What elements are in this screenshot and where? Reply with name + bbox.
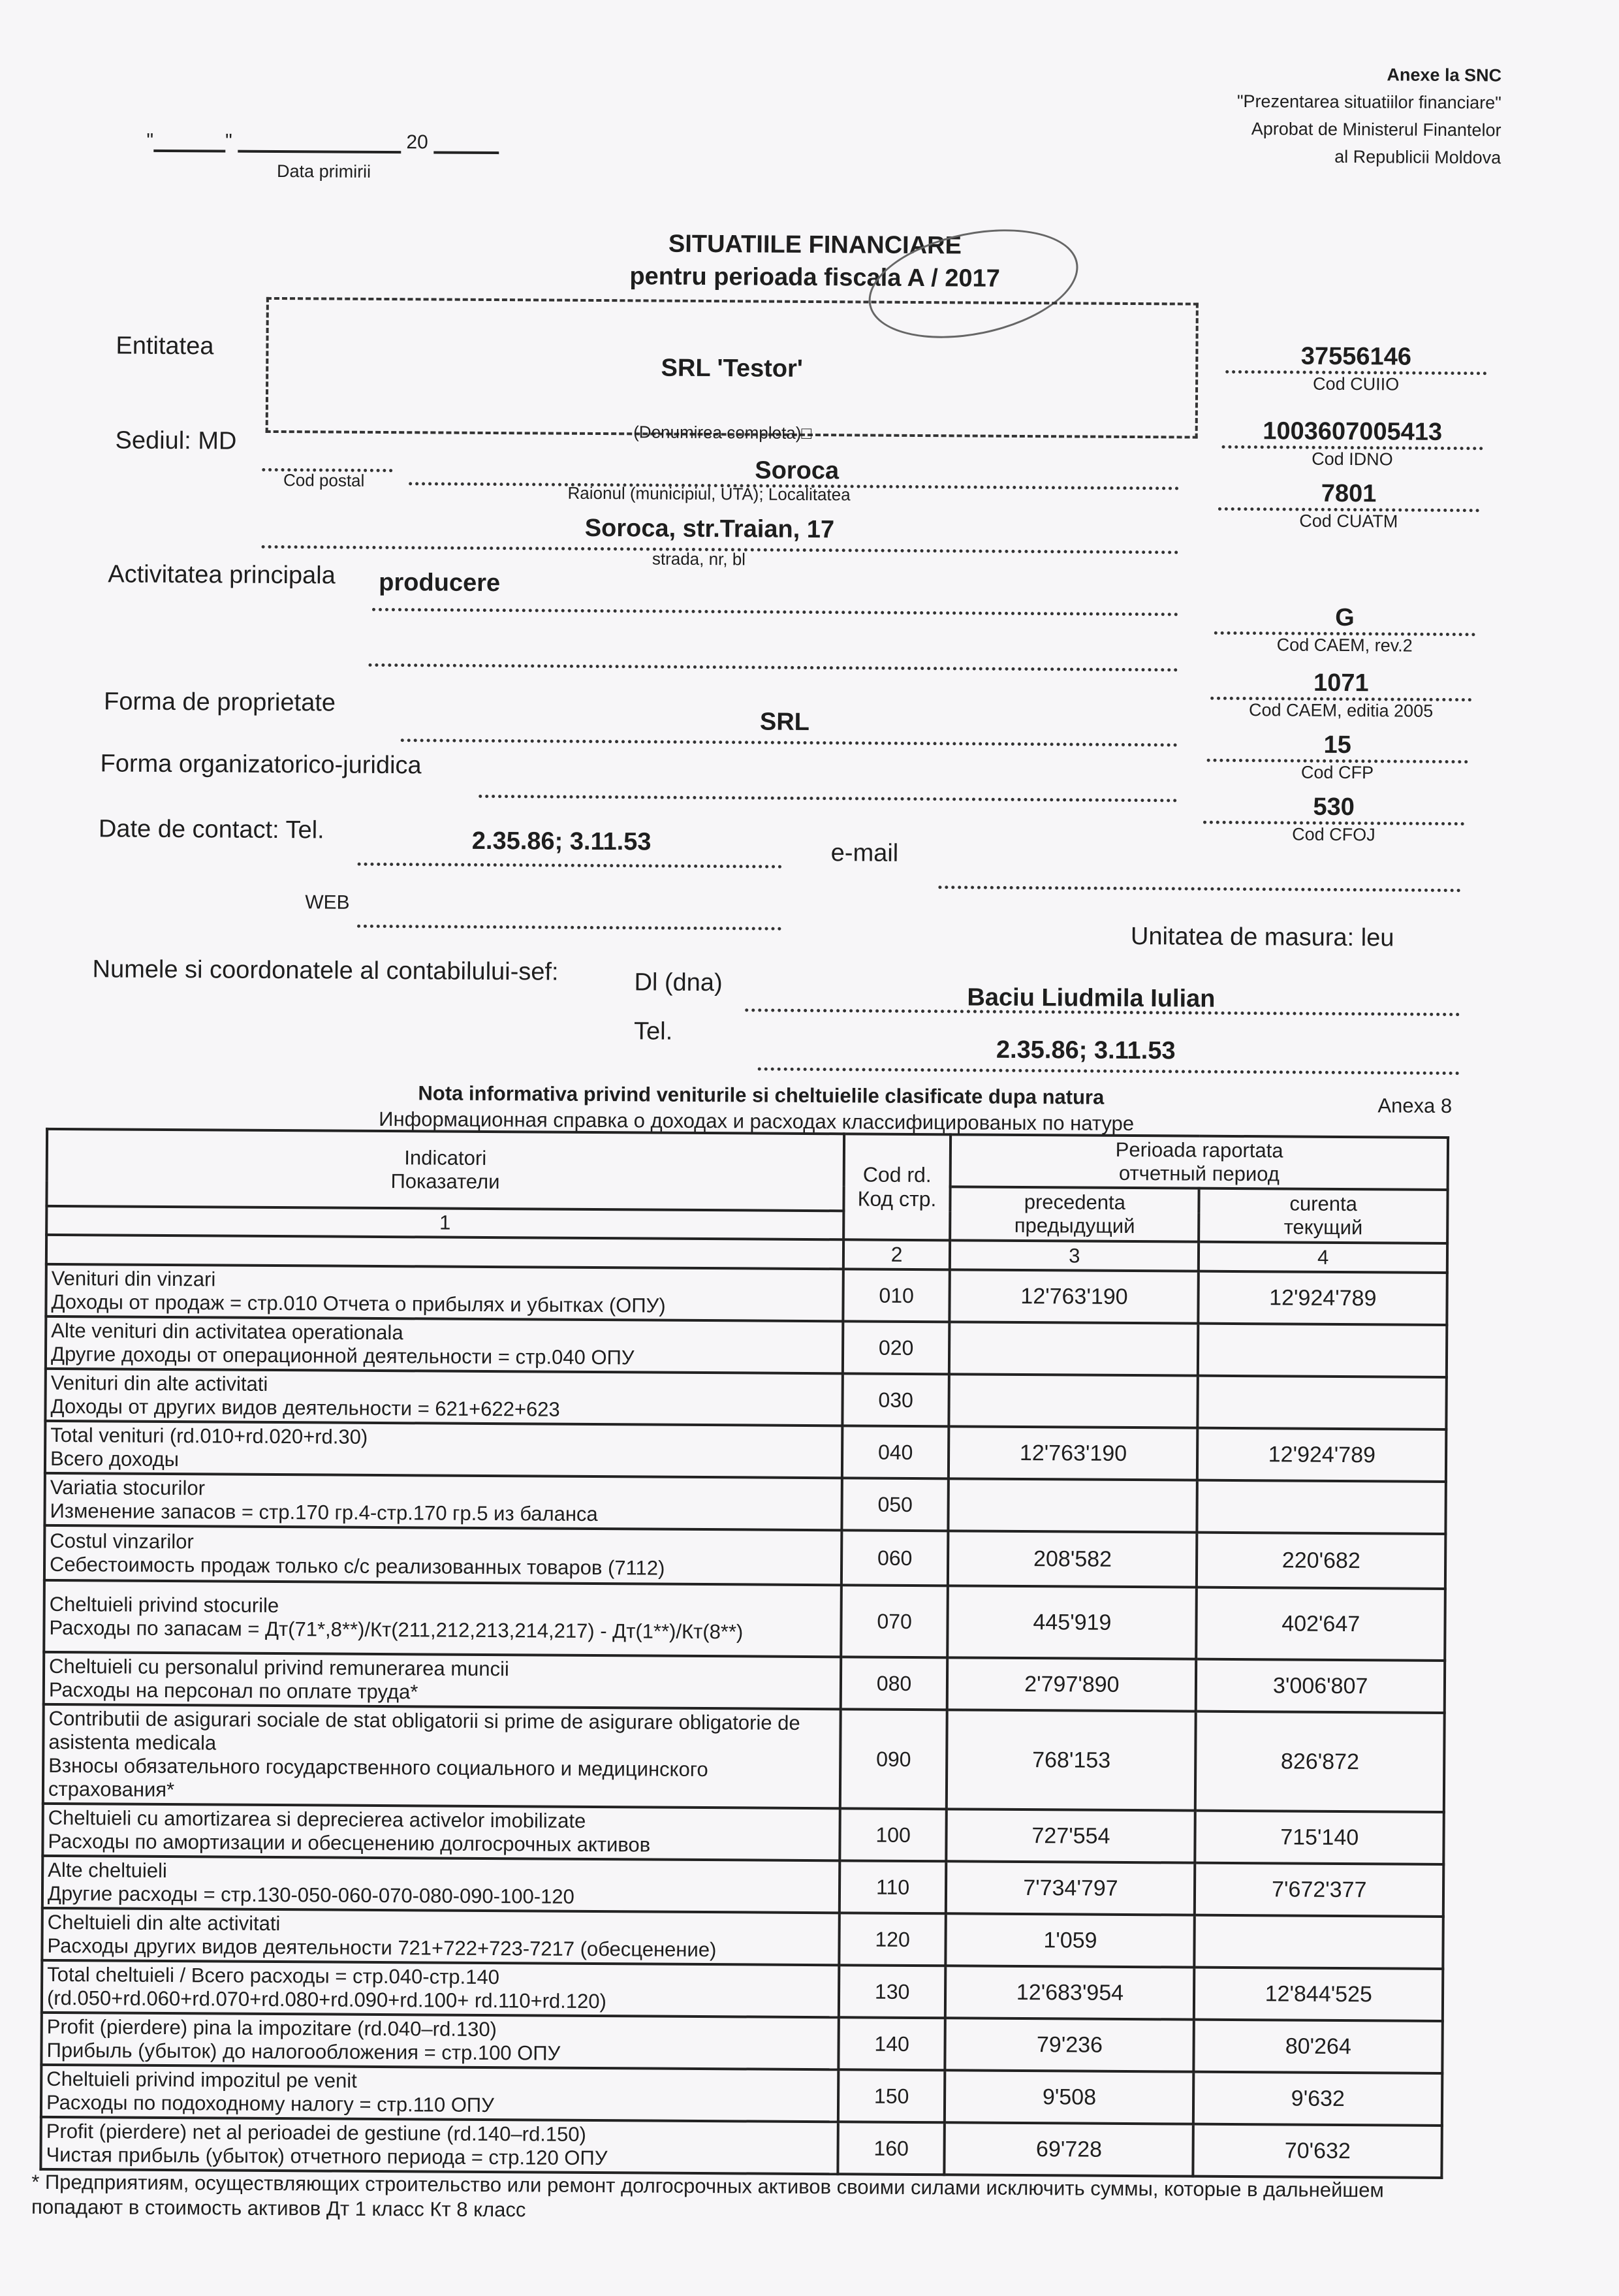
ownership-value: SRL [759, 708, 810, 736]
indicator-ru: (rd.050+rd.060+rd.070+rd.080+rd.090+rd.100+ rd.110+rd.120) [46, 1986, 606, 2013]
note-title-ru: Информационная справка о доходах и расходах классифицированых по натуре [379, 1107, 1135, 1136]
indicator-ro: Cheltuieli cu amortizarea si deprecierea activelor imobilizate [48, 1806, 586, 1832]
header-period [951, 1134, 1448, 1190]
indicator-cell [44, 1652, 841, 1709]
header-previous-ro: precedenta [1024, 1190, 1126, 1214]
street-value: Soroca, str.Traian, 17 [584, 514, 835, 544]
row-code: 080 [841, 1657, 948, 1710]
code-value: 7801 [1321, 479, 1377, 508]
code-caption: Cod CUATM [1299, 511, 1398, 532]
measurement-unit: Unitatea de masura: leu [1130, 922, 1394, 952]
code-value: 530 [1313, 793, 1355, 821]
indicator-ru: Доходы от других видов деятельности = 621+622+623 [50, 1394, 560, 1421]
accountant-phone: 2.35.86; 3.11.53 [996, 1036, 1176, 1065]
indicator-cell [42, 1856, 840, 1913]
previous-value[interactable]: 768'153 [947, 1710, 1196, 1810]
header-current-ro: curenta [1289, 1192, 1357, 1216]
indicator-cell [44, 1580, 841, 1657]
district-value: Soroca [755, 456, 840, 485]
row-code: 130 [839, 1965, 946, 2018]
year-prefix: 20 [406, 131, 428, 153]
row-code: 070 [841, 1585, 948, 1657]
table-row [46, 1264, 1447, 1325]
code-cfp [1206, 731, 1468, 784]
quote-close: " [225, 130, 232, 152]
indicator-cell [45, 1369, 842, 1426]
ownership-field[interactable] [401, 739, 1178, 746]
indicator-cell [45, 1421, 842, 1478]
header-indicators-ro: Indicatori [404, 1146, 487, 1170]
indicator-ro: Variatia stocurilor [50, 1475, 206, 1500]
accountant-title-label: Dl (dna) [634, 968, 723, 997]
indicator-cell [46, 1264, 843, 1321]
indicator-ro: Costul vinzarilor [50, 1529, 194, 1554]
header-period-ro: Perioada raportata [1115, 1138, 1283, 1162]
indicator-ru: Доходы от продаж = стр.010 Отчета о прибылях и убытках (ОПУ) [51, 1290, 666, 1317]
table-body [40, 1264, 1447, 2178]
activity-field[interactable] [372, 608, 1178, 616]
row-code: 030 [842, 1373, 949, 1426]
current-value[interactable]: 220'682 [1197, 1533, 1445, 1589]
indicator-cell [42, 1804, 840, 1860]
activity-value: producere [379, 568, 501, 598]
entity-label: Entitatea [116, 332, 214, 360]
day-field[interactable] [153, 130, 225, 153]
current-value[interactable] [1197, 1480, 1446, 1534]
code-value: G [1335, 603, 1355, 632]
header-col-1: 1 [46, 1206, 843, 1239]
indicator-ro: Cheltuieli cu personalul privind remunerarea muncii [49, 1654, 509, 1681]
receipt-caption: Data primirii [277, 161, 371, 182]
indicator-ro: Profit (pierdere) net al perioadei de gestiune (rd.140–rd.150) [46, 2119, 587, 2146]
header-current-ru: текущий [1283, 1215, 1363, 1239]
street-caption: strada, nr, bl [652, 549, 746, 569]
receipt-date [146, 130, 499, 154]
header-code-ro: Cod rd. [862, 1162, 932, 1187]
indicator-ru: Другие расходы = стр.130-050-060-070-080-090-100-120 [47, 1881, 574, 1908]
code-caption: Cod CFP [1300, 762, 1374, 783]
seat-label: Sediul: MD [115, 426, 237, 455]
annex-line-3: Aprobat de Ministerul Finantelor [1251, 119, 1501, 140]
current-value[interactable] [1195, 1915, 1443, 1969]
code-caption: Cod CAEM, editia 2005 [1248, 700, 1434, 721]
indicator-ru: Расходы по запасам = Дт(71*,8**)/Кт(211,212,213,214,217) - Дт(1**)/Кт(8**) [49, 1616, 744, 1644]
current-value[interactable]: 3'006'807 [1196, 1659, 1445, 1713]
year-field[interactable] [433, 131, 499, 154]
indicator-ro: Cheltuieli privind impozitul pe venit [46, 2067, 357, 2092]
indicator-cell [41, 2065, 838, 2122]
header-col-2: 2 [843, 1239, 951, 1269]
legal-form-label: Forma organizatorico-juridica [100, 750, 422, 780]
indicator-ro: Cheltuieli din alte activitati [47, 1910, 281, 1936]
contact-label: Date de contact: Tel. [98, 815, 324, 844]
table-row [42, 1908, 1443, 1969]
table-row [41, 2065, 1442, 2126]
header-code [843, 1134, 951, 1240]
table-row [45, 1421, 1446, 1482]
header-previous [950, 1187, 1199, 1241]
row-code: 160 [838, 2122, 945, 2175]
code-value: 1071 [1313, 669, 1369, 697]
table-row [44, 1580, 1445, 1661]
previous-value[interactable]: 69'728 [945, 2122, 1194, 2176]
table-row [42, 1804, 1443, 1864]
note-title-ro: Nota informativa privind veniturile si cheltuielile clasificate dupa natura [418, 1081, 1105, 1109]
indicator-ro: Venituri din alte activitati [50, 1371, 268, 1395]
current-value[interactable]: 826'872 [1195, 1712, 1444, 1812]
annex-line-4: al Republicii Moldova [1334, 146, 1501, 168]
table-row [44, 1525, 1445, 1589]
previous-value[interactable]: 12'763'190 [950, 1269, 1199, 1323]
code-cfoj [1203, 793, 1464, 846]
row-code: 100 [840, 1808, 947, 1861]
indicator-cell [41, 2013, 838, 2069]
header-indicators [46, 1129, 843, 1211]
indicator-cell [44, 1525, 841, 1585]
indicator-ru: Всего доходы [50, 1446, 180, 1471]
income-expense-table [39, 1128, 1449, 2179]
ownership-label: Forma de proprietate [104, 688, 336, 717]
email-field[interactable] [938, 885, 1460, 892]
annex-header [1236, 60, 1501, 171]
indicator-ro: Profit (pierdere) pina la impozitare (rd.040–rd.130) [46, 2015, 497, 2041]
accountant-phone-field[interactable] [758, 1068, 1460, 1076]
current-value[interactable] [1198, 1376, 1447, 1429]
phone-field[interactable] [358, 863, 782, 869]
web-field[interactable] [357, 925, 781, 931]
indicator-ro: Contributii de asigurari sociale de stat obligatorii si prime de asigurare obligatorie de asistenta medicala [48, 1706, 800, 1755]
row-code: 050 [841, 1478, 949, 1531]
previous-value[interactable]: 1'059 [946, 1913, 1195, 1967]
indicator-ru: Взносы обязательного государственного социального и медицинского страхования* [48, 1753, 708, 1802]
indicator-ro: Total cheltuieli / Всего расходы = стр.040-стр.140 [47, 1962, 500, 1989]
indicator-cell [46, 1316, 843, 1373]
indicator-cell [40, 2117, 838, 2174]
indicator-cell [42, 1960, 839, 2017]
indicator-cell [42, 1908, 839, 1965]
postal-code-caption: Cod postal [283, 470, 365, 490]
indicator-ro: Cheltuieli privind stocurile [49, 1592, 279, 1618]
code-value: 15 [1323, 731, 1352, 759]
legal-form-field[interactable] [479, 795, 1177, 803]
header-spacer [46, 1235, 843, 1269]
current-value[interactable]: 12'844'525 [1194, 1968, 1443, 2021]
current-value[interactable]: 402'647 [1197, 1587, 1445, 1661]
current-value[interactable]: 12'924'789 [1197, 1428, 1446, 1482]
indicator-ru: Другие доходы от операционной деятельности = стр.040 ОПУ [50, 1342, 635, 1369]
code-caption: Cod IDNO [1312, 449, 1393, 470]
row-code: 010 [843, 1269, 950, 1322]
entity-name: SRL 'Testor' [661, 354, 804, 383]
header-previous-ru: предыдущий [1014, 1213, 1135, 1238]
code-cuiio [1225, 342, 1486, 395]
table-row [41, 2013, 1442, 2073]
quote-open: " [146, 129, 154, 151]
district-caption: Raionul (municipiul, UTA); Localitatea [567, 483, 851, 505]
code-caem-2005 [1210, 669, 1471, 722]
activity-field-2[interactable] [368, 663, 1178, 672]
indicator-ru: Чистая прибыль (убыток) отчетного периода = стр.120 ОПУ [46, 2143, 608, 2170]
header-period-ru: отчетный период [1118, 1161, 1280, 1186]
footnote: * Предприятиям, осуществляющих строительство или ремонт долгосрочных активов своими силами исключить суммы, которые в дальнейшем попадают в стоимость активов Дт 1 класс Кт 8 класс [31, 2170, 1384, 2222]
accountant-name: Baciu Liudmila Iulian [967, 983, 1216, 1013]
current-value[interactable]: 7'672'377 [1195, 1863, 1443, 1917]
entity-name-caption: (Denumirea completa)□ [633, 422, 812, 443]
code-idno [1221, 417, 1483, 470]
row-code: 040 [842, 1426, 949, 1478]
annex-line-1: Anexe la SNC [1387, 65, 1502, 86]
header-indicators-ru: Показатели [390, 1170, 500, 1194]
indicator-ru: Расходы других видов деятельности 721+722+723-7217 (обесценение) [47, 1934, 717, 1962]
row-code: 110 [840, 1860, 947, 1913]
row-code: 020 [843, 1321, 950, 1374]
indicator-cell [43, 1704, 841, 1808]
contact-phone: 2.35.86; 3.11.53 [471, 827, 652, 856]
activity-label: Activitatea principala [108, 560, 336, 590]
previous-value[interactable] [949, 1478, 1198, 1532]
previous-value[interactable]: 79'236 [945, 2018, 1195, 2071]
current-value[interactable]: 12'924'789 [1199, 1271, 1447, 1325]
code-value: 1003607005413 [1263, 417, 1443, 446]
table-row [44, 1473, 1445, 1534]
code-caption: Cod CAEM, rev.2 [1276, 635, 1413, 656]
indicator-ro: Venituri din vinzari [51, 1266, 216, 1291]
previous-value[interactable] [949, 1374, 1199, 1427]
previous-value[interactable]: 7'734'797 [946, 1861, 1195, 1915]
header-col-3: 3 [950, 1240, 1199, 1271]
accountant-tel-label: Tel. [633, 1017, 673, 1045]
previous-value[interactable]: 12'763'190 [949, 1426, 1198, 1480]
code-caem-rev2 [1214, 603, 1475, 656]
previous-value[interactable]: 727'554 [947, 1809, 1196, 1862]
indicator-ru: Расходы по подоходному налогу = стр.110 ОПУ [46, 2090, 494, 2117]
row-code: 090 [840, 1709, 948, 1809]
previous-value[interactable]: 2'797'890 [947, 1657, 1197, 1711]
previous-value[interactable]: 445'919 [948, 1586, 1197, 1659]
header-current [1199, 1188, 1448, 1243]
email-label: e-mail [830, 839, 899, 867]
indicator-ru: Расходы по амортизации и обесценению долгосрочных активов [48, 1829, 651, 1857]
annex-8-label: Anexa 8 [1377, 1094, 1453, 1118]
accountant-label: Numele si coordonatele al contabilului-sef: [92, 955, 559, 986]
row-code: 150 [838, 2069, 945, 2122]
month-field[interactable] [238, 131, 401, 154]
indicator-ru: Прибыль (убыток) до налогообложения = стр.100 ОПУ [46, 2038, 561, 2065]
previous-value[interactable]: 208'582 [948, 1531, 1197, 1587]
entity-name-box[interactable] [266, 297, 1199, 439]
indicator-ro: Total venituri (rd.010+rd.020+rd.30) [50, 1423, 368, 1448]
code-cuatm [1218, 479, 1479, 532]
table-row [44, 1652, 1445, 1713]
header-code-ru: Код стр. [857, 1187, 937, 1211]
previous-value[interactable]: 12'683'954 [945, 1966, 1195, 2019]
indicator-ro: Alte cheltuieli [48, 1858, 167, 1883]
current-value[interactable] [1198, 1324, 1447, 1377]
row-code: 060 [841, 1530, 949, 1586]
current-value[interactable]: 715'140 [1195, 1811, 1444, 1864]
table-row [43, 1704, 1445, 1812]
row-code: 140 [838, 2017, 945, 2070]
annex-line-2: "Prezentarea situatiilor financiare" [1236, 91, 1501, 113]
previous-value[interactable]: 9'508 [945, 2070, 1194, 2124]
previous-value[interactable] [949, 1322, 1199, 1375]
current-value[interactable]: 9'632 [1193, 2072, 1442, 2126]
table-row [45, 1369, 1446, 1429]
table-row [40, 2117, 1441, 2178]
indicator-ru: Расходы на персонал по оплате труда* [48, 1678, 418, 1704]
indicator-ru: Изменение запасов = стр.170 гр.4-стр.170 гр.5 из баланса [50, 1499, 598, 1526]
table-row [46, 1316, 1447, 1377]
current-value[interactable]: 80'264 [1194, 2020, 1443, 2073]
page-title: SITUATIILE FINANCIARE [668, 230, 962, 260]
current-value[interactable]: 70'632 [1193, 2124, 1442, 2178]
table-row [42, 1856, 1443, 1917]
code-caption: Cod CUIIO [1313, 374, 1400, 394]
fiscal-period: pentru perioada fiscala A / 2017 [629, 263, 1000, 293]
indicator-ro: Alte venituri din activitatea operationala [51, 1318, 403, 1345]
code-value: 37556146 [1300, 342, 1412, 371]
table-row [42, 1960, 1443, 2021]
indicator-cell [44, 1473, 841, 1530]
code-caption: Cod CFOJ [1292, 824, 1375, 845]
header-col-4: 4 [1199, 1242, 1447, 1273]
web-label: WEB [305, 891, 350, 914]
row-code: 120 [839, 1913, 946, 1966]
indicator-ru: Себестоимость продаж только с/с реализованных товаров (7112) [49, 1552, 665, 1580]
